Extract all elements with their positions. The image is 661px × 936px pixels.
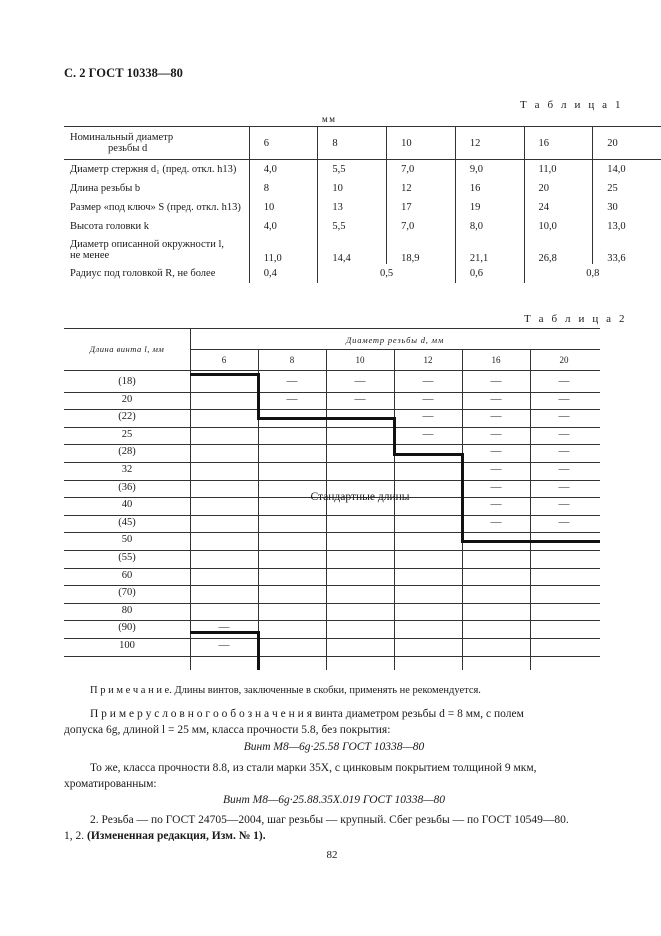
dash-cell: — bbox=[558, 498, 570, 511]
table-cell: 11,0 bbox=[524, 160, 593, 180]
boundary-line bbox=[461, 540, 600, 543]
dash-cell: — bbox=[490, 427, 502, 440]
length-cell: (22) bbox=[118, 411, 136, 423]
length-cell: 20 bbox=[121, 393, 133, 405]
boundary-line bbox=[257, 373, 260, 419]
length-cell: 25 bbox=[121, 428, 133, 440]
table2-head-bottom bbox=[64, 370, 600, 371]
row-divider bbox=[64, 568, 600, 569]
note: П р и м е ч а н и е. Длины винтов, заключенные в скобки, применять не рекомендуется. bbox=[90, 685, 481, 696]
table-cell: 4,0 bbox=[249, 160, 318, 180]
dash-cell: — bbox=[422, 392, 434, 405]
item2-revision: (Измененная редакция, Изм. № 1). bbox=[87, 830, 266, 842]
row-label-line2: не менее bbox=[70, 250, 110, 261]
table-row bbox=[64, 198, 661, 217]
diameter-cell: 6 bbox=[249, 127, 318, 160]
row-divider bbox=[64, 638, 600, 639]
example-line2: допуска 6g, длиной l = 25 мм, класса прочности 5.8, без покрытия: bbox=[64, 724, 391, 736]
length-cell: (45) bbox=[118, 516, 136, 528]
table-cell: 13 bbox=[318, 198, 387, 217]
row-label-line1: Диаметр описанной окружности l, bbox=[70, 239, 225, 250]
table-cell: 14,4 bbox=[318, 236, 387, 264]
item2-line1: 2. Резьба — по ГОСТ 24705—2004, шаг резьбы — крупный. Сбег резьбы — по ГОСТ 10549—80. bbox=[90, 814, 569, 826]
dash-cell: — bbox=[558, 410, 570, 423]
table-row bbox=[64, 217, 661, 236]
length-cell: 50 bbox=[121, 534, 133, 546]
table2-diameter: 12 bbox=[423, 355, 433, 365]
diameter-cell: 16 bbox=[524, 127, 593, 160]
length-cell: 60 bbox=[121, 569, 133, 581]
table-cell: 24 bbox=[524, 198, 593, 217]
table2-subhead-line bbox=[190, 349, 600, 350]
table-cell: 0,8 bbox=[524, 264, 661, 283]
row-divider bbox=[64, 532, 600, 533]
table2-diameter: 8 bbox=[289, 355, 295, 365]
formula2: Винт M8—6g·25.88.35Х.019 ГОСТ 10338—80 bbox=[223, 794, 445, 806]
table2-diameter: 6 bbox=[221, 355, 227, 365]
length-cell: (36) bbox=[118, 481, 136, 493]
dash-cell: — bbox=[490, 375, 502, 387]
dash-cell: — bbox=[354, 375, 366, 387]
table-row bbox=[64, 264, 661, 283]
row-divider bbox=[64, 603, 600, 604]
dash-cell: — bbox=[490, 515, 502, 528]
row-divider bbox=[64, 550, 600, 551]
boundary-line bbox=[393, 453, 464, 456]
table2-diameter: 20 bbox=[559, 355, 569, 365]
dash-cell: — bbox=[286, 392, 298, 405]
row-label: Высота головки k bbox=[70, 221, 150, 232]
table-cell: 10,0 bbox=[524, 217, 593, 236]
table-row bbox=[64, 179, 661, 198]
table-row bbox=[64, 160, 661, 180]
table2-top-border bbox=[64, 328, 600, 329]
table-cell: 30 bbox=[593, 198, 661, 217]
table2-diameter-header: Диаметр резьбы d, мм bbox=[345, 335, 445, 345]
formula1: Винт M8—6g·25.58 ГОСТ 10338—80 bbox=[243, 741, 425, 753]
length-cell: 100 bbox=[119, 640, 135, 651]
standard-lengths-label: Стандартные длины bbox=[310, 491, 410, 503]
length-cell: 80 bbox=[121, 604, 133, 616]
length-cell: (70) bbox=[118, 587, 136, 599]
head-label-line2: резьбы d bbox=[108, 143, 148, 154]
item2-line2 bbox=[64, 828, 266, 845]
length-cell: (55) bbox=[118, 552, 136, 563]
table-cell: 14,0 bbox=[593, 160, 661, 180]
example-line1: П р и м е р у с л о в н о г о о б о з н а ч е н и я винта диаметром резьбы d = 8 мм, с полем bbox=[90, 708, 524, 720]
row-label: Радиус под головкой R, не более bbox=[70, 268, 216, 279]
dash-cell: — bbox=[558, 515, 570, 528]
boundary-line bbox=[190, 631, 260, 634]
dash-cell: — bbox=[490, 445, 502, 458]
table-cell: 9,0 bbox=[455, 160, 524, 180]
dash-cell: — bbox=[422, 427, 434, 440]
length-cell: 40 bbox=[121, 499, 133, 511]
dash-cell: — bbox=[558, 392, 570, 405]
table-cell: 10 bbox=[318, 179, 387, 198]
length-cell: (28) bbox=[118, 446, 136, 458]
table-cell: 0,4 bbox=[249, 264, 318, 283]
table-cell: 21,1 bbox=[455, 236, 524, 264]
table-cell: 11,0 bbox=[249, 236, 318, 264]
table1-unit: мм bbox=[322, 114, 337, 124]
col-divider bbox=[190, 328, 191, 670]
same-line2: хроматированным: bbox=[64, 778, 157, 790]
dash-cell: — bbox=[354, 392, 366, 405]
dash-cell: — bbox=[490, 498, 502, 511]
dash-cell: — bbox=[218, 639, 230, 651]
dash-cell: — bbox=[490, 392, 502, 405]
table2-length-header: Длина винта l, мм bbox=[89, 344, 165, 354]
table-cell: 19 bbox=[455, 198, 524, 217]
table-cell: 16 bbox=[455, 179, 524, 198]
same-line1: То же, класса прочности 8.8, из стали марки 35Х, с цинковым покрытием толщиной 9 мкм, bbox=[90, 762, 537, 774]
table1-head-row bbox=[64, 127, 661, 160]
diameter-cell: 12 bbox=[455, 127, 524, 160]
table1-head-label bbox=[64, 127, 249, 160]
boundary-line bbox=[461, 453, 464, 542]
dash-cell: — bbox=[286, 375, 298, 387]
boundary-line bbox=[393, 417, 396, 455]
table-cell: 26,8 bbox=[524, 236, 593, 264]
table-cell: 17 bbox=[387, 198, 456, 217]
item2-ref: 1, 2. bbox=[64, 830, 85, 842]
row-label bbox=[64, 236, 249, 264]
row-divider bbox=[64, 656, 600, 657]
row-label: Диаметр стержня d₁ (пред. откл. h13) bbox=[70, 164, 237, 175]
dash-cell: — bbox=[558, 375, 570, 387]
length-cell: (18) bbox=[118, 376, 136, 387]
table1 bbox=[64, 126, 661, 283]
table1-caption: Т а б л и ц а 1 bbox=[520, 99, 624, 111]
dash-cell: — bbox=[558, 463, 570, 475]
table-cell: 5,5 bbox=[318, 160, 387, 180]
table-cell: 20 bbox=[524, 179, 593, 198]
table-cell: 5,5 bbox=[318, 217, 387, 236]
table-cell: 18,9 bbox=[387, 236, 456, 264]
table2-caption: Т а б л и ц а 2 bbox=[524, 313, 628, 325]
length-cell: (90) bbox=[118, 622, 136, 634]
table-cell: 4,0 bbox=[249, 217, 318, 236]
table-cell: 0,5 bbox=[318, 264, 455, 283]
length-cell: 32 bbox=[121, 464, 133, 475]
table2-diameter: 16 bbox=[491, 355, 501, 365]
table-cell: 7,0 bbox=[387, 160, 456, 180]
diameter-cell: 10 bbox=[387, 127, 456, 160]
boundary-line bbox=[190, 373, 260, 376]
row-divider bbox=[64, 620, 600, 621]
dash-cell: — bbox=[558, 480, 570, 493]
page-header: С. 2 ГОСТ 10338—80 bbox=[64, 66, 183, 80]
boundary-line bbox=[257, 631, 260, 670]
dash-cell: — bbox=[558, 445, 570, 458]
table-cell: 7,0 bbox=[387, 217, 456, 236]
boundary-line bbox=[257, 417, 396, 420]
dash-cell: — bbox=[490, 463, 502, 475]
dash-cell: — bbox=[490, 480, 502, 493]
table-cell: 8,0 bbox=[455, 217, 524, 236]
table-row bbox=[64, 236, 661, 264]
diameter-cell: 20 bbox=[593, 127, 661, 160]
diameter-cell: 8 bbox=[318, 127, 387, 160]
table-cell: 8 bbox=[249, 179, 318, 198]
dash-cell: — bbox=[422, 375, 434, 387]
table2-diameter: 10 bbox=[355, 355, 365, 365]
table-cell: 10 bbox=[249, 198, 318, 217]
table-cell: 33,6 bbox=[593, 236, 661, 264]
head-label-line1: Номинальный диаметр bbox=[70, 132, 174, 143]
dash-cell: — bbox=[490, 410, 502, 423]
row-label: Длина резьбы b bbox=[70, 183, 141, 194]
row-label: Размер «под ключ» S (пред. откл. h13) bbox=[70, 202, 241, 213]
table-cell: 12 bbox=[387, 179, 456, 198]
row-divider bbox=[64, 585, 600, 586]
table-cell: 13,0 bbox=[593, 217, 661, 236]
page-number: 82 bbox=[326, 849, 338, 861]
table-cell: 25 bbox=[593, 179, 661, 198]
dash-cell: — bbox=[422, 410, 434, 423]
dash-cell: — bbox=[218, 621, 230, 634]
table-cell: 0,6 bbox=[455, 264, 524, 283]
dash-cell: — bbox=[558, 427, 570, 440]
